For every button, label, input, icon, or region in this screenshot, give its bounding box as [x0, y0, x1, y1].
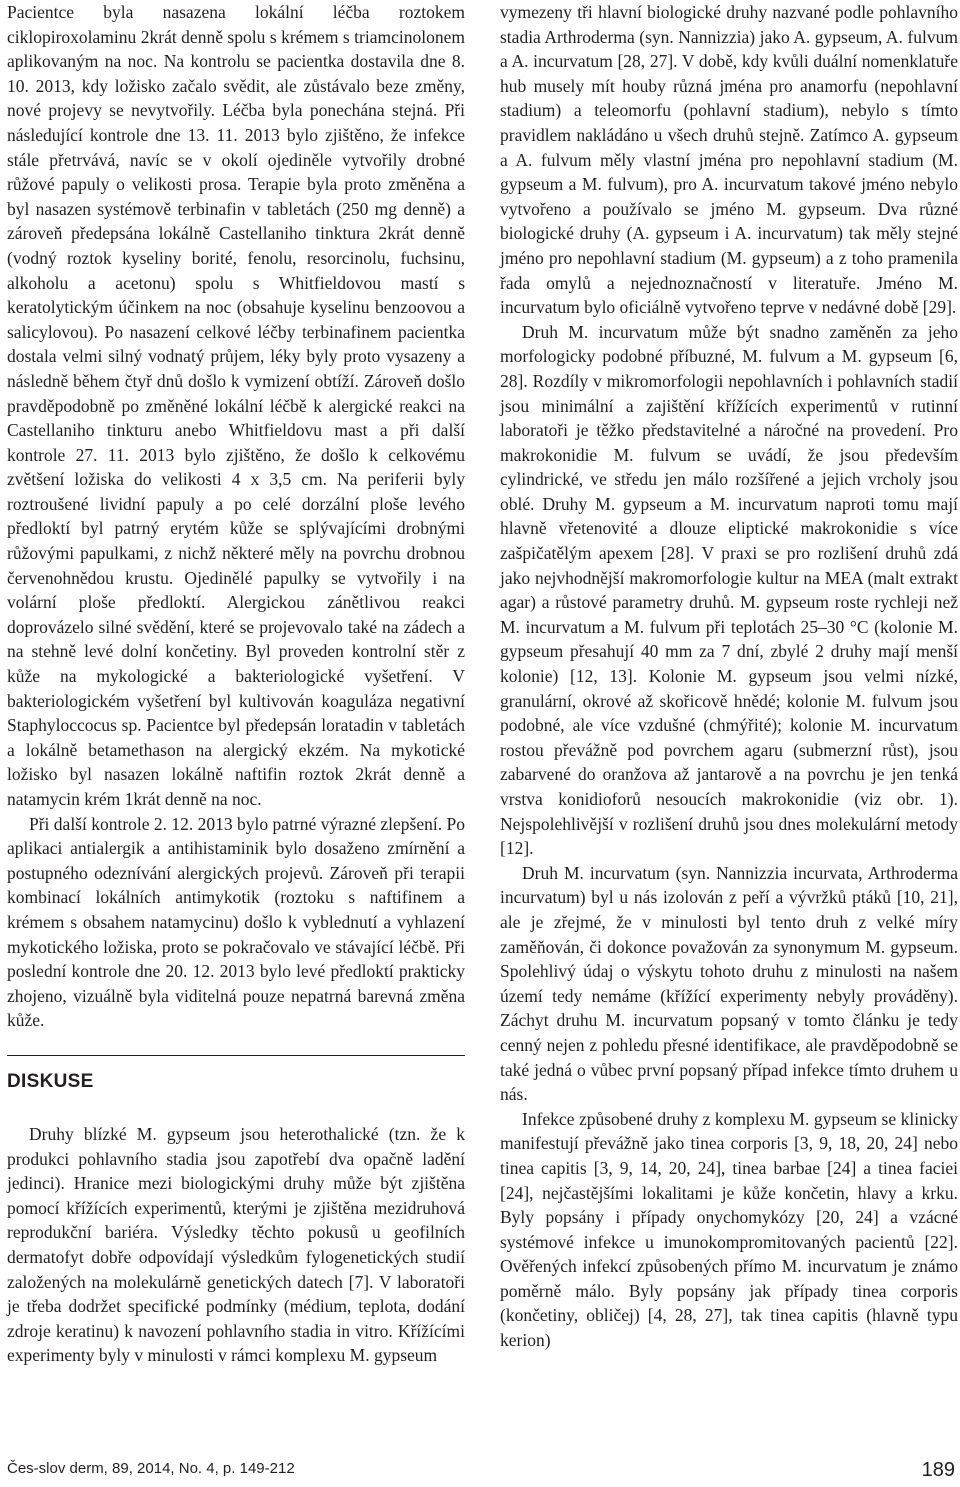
left-column — [7, 0, 465, 1368]
case-paragraph-1: Pacientce byla nasazena lokální léčba roztokem ciklopiroxolaminu 2krát denně spolu s krémem s triamcinolonem aplikovaným na noc. Na kontrolu se pacientka dostavila dne 8. 10. 2013, kdy ložisko začalo svědit, ale zůstávalo beze změny, nové projevy se nevytvořily. Léčba byla ponechána stejná. Při následující kontrole dne 13. 11. 2013 bylo zjištěno, že infekce stále přetrvává, navíc se v okolí ojediněle vytvořily drobné růžové papuly o velikosti prosa. Terapie byla proto změněna a byl nasazen systémově terbinafin v tabletách (250 mg denně) a zároveň předepsána lokálně Castellaniho tinktura 2krát denně (vodný roztok kyseliny borité, fenolu, resorcinolu, fuchsinu, alkoholu a acetonu) spolu s Whitfieldovou mastí s keratolytickým účinkem na noc (obsahuje kyselinu benzoovou a salicylovou). Po nasazení celkové léčby terbinafinem pacientka dostala velmi silný vodnatý průjem, léky byly proto vysazeny a následně během čtyř dnů došlo k vymizení obtíží. Zároveň došlo pravděpodobně po změněné lokální léčbě k alergické reakci na Castellaniho tinkturu anebo Whitfieldovu mast a při další kontrole 27. 11. 2013 bylo zjištěno, že došlo k celkovému zvětšení ložiska do velikosti 4 x 3,5 cm. Na periferii byly roztroušené lividní papuly a po celé dorzální ploše levého předloktí byl patrný erytém kůže se splývajícími drobnými růžovými papulkami, z nichž některé měly na povrchu drobnou červenohnědou krustu. Ojedinělé papulky se vytvořily i na volární ploše předloktí. Alergickou zánětlivou reakci doprovázelo silné svědění, které se projevovalo také na zádech a na stehně levé dolní končetiny. Byl proveden kontrolní stěr z kůže na mykologické a bakteriologické vyšetření. V bakteriologickém vyšetření byl kultivován koaguláza negativní Staphyloccocus sp. Pacientce byl předepsán loratadin v tabletách a lokálně betamethason na alergický ekzém. Na mykotické ložisko byl nasazen lokálně naftifin roztok 2krát denně a natamycin krém 1krát denně na noc. — [7, 2, 465, 809]
right-column — [500, 0, 958, 1353]
discussion-paragraph: Druhy blízké M. gypseum jsou heterothalické (tzn. že k produkci pohlavního stadia jsou zapotřebí dva opačně ladění jedinci). Hranice mezi biologickými druhy může být zjištěna pomocí křížících experimentů, kterými je zjištěna mezidruhová reprodukční bariéra. Výsledky těchto pokusů u geofilních dermatofyt dobře odpovídají výsledkům fylogenetických studií založených na molekulárně genetických datech [7]. V laboratoři je třeba dodržet specifické podmínky (médium, teplota, dodání zdroje keratinu) k navození pohlavního stadia in vitro. Křížícími experimenty byly v minulosti v rámci komplexu M. gypseum — [7, 1123, 465, 1366]
case-paragraph-2: Při další kontrole 2. 12. 2013 bylo patrné výrazné zlepšení. Po aplikaci antialergik a antihistaminik bylo dosaženo zmírnění a postupného odeznívání alergických projevů. Zároveň při terapii kombinací lokálních antimykotik (roztoku s naftifinem a krémem s obsahem natamycinu) došlo k vyblednutí a vyhlazení mykotického ložiska, proto se pokračovalo ve stávající léčbě. Při poslední kontrole dne 20. 12. 2013 bylo levé předloktí prakticky zhojeno, vizuálně byla viditelná pouze nepatrná barevná změna kůže. — [7, 813, 465, 1031]
right-paragraph-4: Infekce způsobené druhy z komplexu M. gypseum se klinicky manifestují převážně jako tinea corporis [3, 9, 18, 20, 24] nebo tinea capitis [3, 9, 14, 20, 24], tinea barbae [24] a tinea faciei [24], nejčastějšími lokalitami je kůže končetin, hlavy a krku. Byly popsány i případy onychomykózy [20, 24] a vzácné systémové infekce u imunokompromitovaných pacientů [22]. Ověřených infekcí způsobených přímo M. incurvatum je známo poměrně málo. Byly popsány jak případy tinea corporis (končetiny, obličej) [4, 28, 27], tak tinea capitis (hlavně typu kerion) — [500, 1108, 958, 1351]
right-paragraph-1: vymezeny tři hlavní biologické druhy nazvané podle pohlavního stadia Arthroderma (syn. Nannizzia) jako A. gypseum, A. fulvum a A. incurvatum [28, 27]. V době, kdy kvůli duální nomenklatuře hub musely mít houby různá jména pro anamorfu (nepohlavní stadium) a teleomorfu (pohlavní stadium), nebylo s tímto pravidlem nakládáno u všech druhů stejně. Zatímco A. gypseum a A. fulvum měly vlastní jména pro nepohlavní stadium (M. gypseum a M. fulvum), pro A. incurvatum takové jméno nebylo vytvořeno a používalo se jméno M. gypseum. Dva různé biologické druhy (A. gypseum i A. incurvatum) tak měly stejné jméno pro nepohlavní stadium (M. gypseum) a z toho pramenila řada omylů a nejednoznačností v literatuře. Jméno M. incurvatum bylo oficiálně vytvořeno teprve v nedávné době [29]. — [500, 2, 958, 318]
section-heading: DISKUSE — [7, 1070, 94, 1092]
page-number: 189 — [921, 1459, 955, 1481]
section-rule — [7, 1055, 465, 1056]
right-paragraph-2: Druh M. incurvatum může být snadno zaměněn za jeho morfologicky podobné příbuzné, M. fulvum a M. gypseum [6, 28]. Rozdíly v mikromorfologii nepohlavních i pohlavních stadií jsou minimální a zajištění křížících experimentů v rutinní laboratoři je těžko představitelné a náročné na provedení. Pro makrokonidie M. fulvum se uvádí, že jsou především cylindrické, ve středu jen málo rozšířené a jejich vrcholy jsou oblé. Druhy M. gypseum a M. incurvatum naproti tomu mají hlavně vřetenovité a dlouze eliptické makrokonidie s více zašpičatělým apexem [28]. V praxi se pro rozlišení druhů zdá jako nejvhodnější makromorfologie kultur na MEA (malt extrakt agar) a růstové parametry druhů. M. gypseum roste rychleji než M. incurvatum a M. fulvum při teplotách 25–30 °C (kolonie M. gypseum přesahují 40 mm za 7 dní, zbylé 2 druhy mají menší kolonie) [12, 13]. Kolonie M. gypseum jsou velmi nízké, granulární, okrové až skořicově hnědé; kolonie M. fulvum jsou podobné, ale více vzdušné (chmýřité); kolonie M. incurvatum rostou převážně pod povrchem agaru (submerzní růst), jsou zabarvené do oranžova až jantarově a na povrchu je jen tenká vrstva konidioforů nesoucích makrokonidie (viz obr. 1). Nejspolehlivější v rozlišení druhů jsou dnes molekulární metody [12]. — [500, 321, 958, 859]
right-paragraph-3: Druh M. incurvatum (syn. Nannizzia incurvata, Arthroderma incurvatum) byl u nás izolován z peří a vývržků ptáků [10, 21], ale je zřejmé, že v minulosti byl tento druh z velké míry zaměňován, či dokonce považován za synonymum M. gypseum. Spolehlivý údaj o výskytu tohoto druhu z minulosti na našem území tedy nemáme (křížící experimenty nebyly prováděny). Záchyt druhu M. incurvatum popsaný v tomto článku je tedy cenný nejen z pohledu přesné identifikace, ale pravděpodobně se také jedná o vůbec první popsaný případ infekce tímto druhem u nás. — [500, 862, 958, 1105]
journal-citation: Čes-slov derm, 89, 2014, No. 4, p. 149-212 — [7, 1460, 295, 1477]
